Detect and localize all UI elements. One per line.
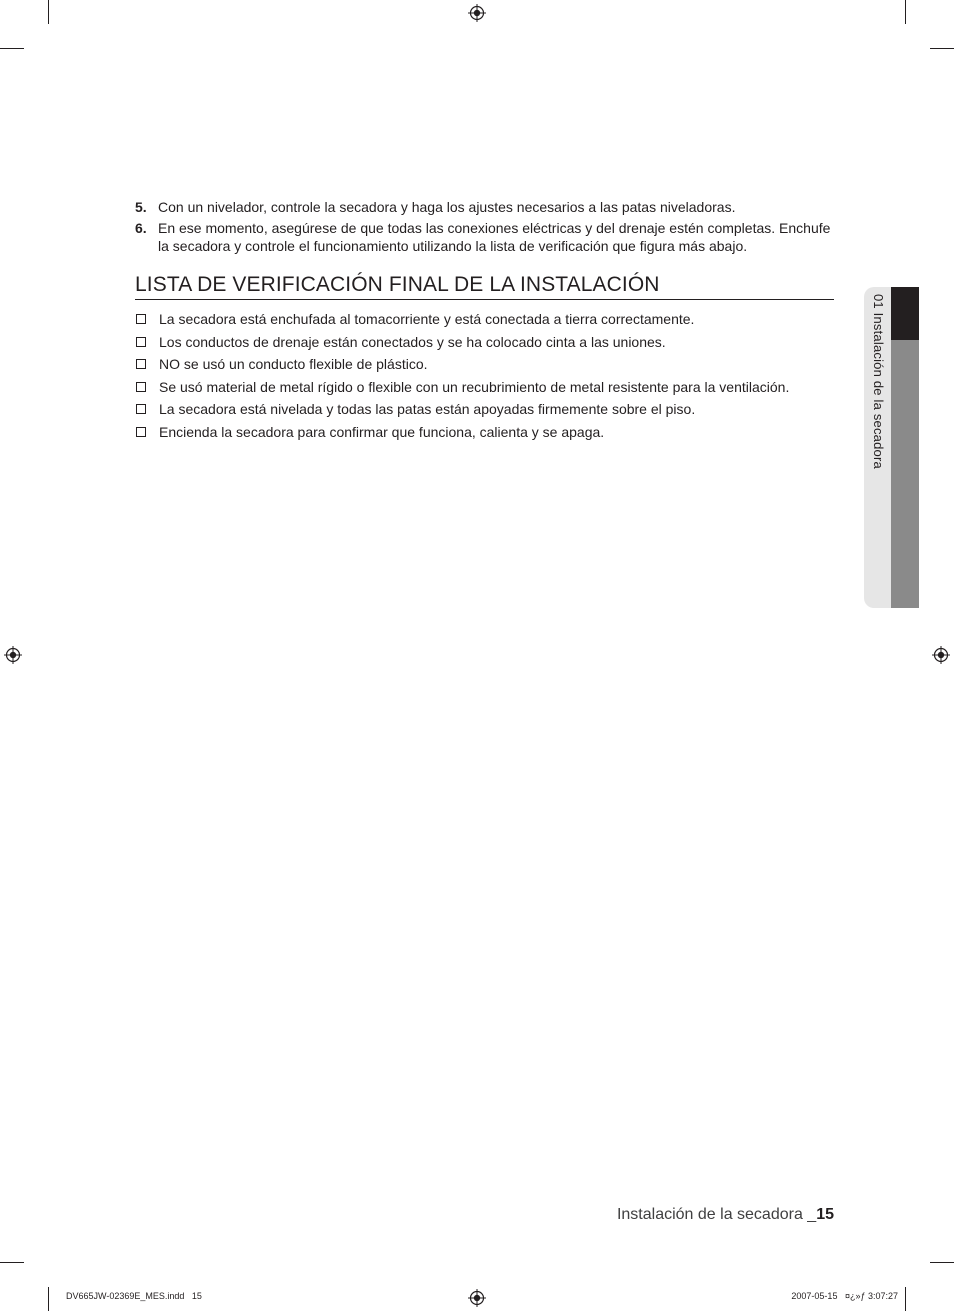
crop-mark <box>905 1287 906 1311</box>
checklist-item-text: Encienda la secadora para confirmar que funciona, calienta y se apaga. <box>159 423 605 440</box>
registration-mark-icon <box>468 1289 486 1307</box>
checklist-item <box>135 400 845 418</box>
step-text: En ese momento, asegúrese de que todas las conexiones eléctricas y del drenaje estén completas. Enchufe la secadora y controle el funcionamiento utilizando la lista de verificación que figura más abajo. <box>158 220 831 254</box>
side-tab-bar <box>891 340 919 608</box>
checkbox-icon <box>136 337 146 347</box>
side-tab-marker <box>891 287 919 340</box>
checkbox-icon <box>136 404 146 414</box>
checkbox-icon <box>136 359 146 369</box>
checkbox-icon <box>136 314 146 324</box>
step-text: Con un nivelador, controle la secadora y haga los ajustes necesarios a las patas niveladoras. <box>158 199 736 215</box>
step-item <box>135 219 835 255</box>
crop-mark <box>930 48 954 49</box>
checklist-item <box>135 423 845 441</box>
step-item <box>135 198 835 216</box>
checkbox-icon <box>136 427 146 437</box>
registration-mark-icon <box>4 646 22 664</box>
final-checklist <box>135 310 845 446</box>
checklist-item-text: La secadora está enchufada al tomacorriente y está conectada a tierra correctamente. <box>159 311 695 327</box>
slug-filename: DV665JW-02369E_MES.indd 15 <box>66 1291 202 1301</box>
checklist-item <box>135 355 845 373</box>
checklist-item-text: Los conductos de drenaje están conectados y se ha colocado cinta a las uniones. <box>159 333 666 350</box>
step-number: 5. <box>135 199 147 215</box>
checklist-item <box>135 310 845 328</box>
crop-mark <box>0 1262 24 1263</box>
checkbox-icon <box>136 382 146 392</box>
crop-mark <box>0 48 24 49</box>
page-number: 15 <box>816 1206 834 1223</box>
crop-mark <box>905 0 906 24</box>
checklist-item <box>135 333 845 351</box>
section-heading: LISTA DE VERIFICACIÓN FINAL DE LA INSTALACIÓN <box>135 272 834 300</box>
page-footer <box>617 1206 834 1224</box>
checklist-item-text: NO se usó un conducto flexible de plástico. <box>159 356 428 373</box>
footer-label: Instalación de la secadora _ <box>616 1206 817 1223</box>
side-tab-label: 01 Instalación de la secadora <box>871 294 886 469</box>
slug-timestamp: 2007-05-15 ¤¿»ƒ 3:07:27 <box>791 1291 898 1301</box>
crop-mark <box>48 0 49 24</box>
numbered-steps <box>135 198 835 258</box>
crop-mark <box>930 1262 954 1263</box>
checklist-item-text: La secadora está nivelada y todas las patas están apoyadas firmemente sobre el piso. <box>159 401 696 418</box>
registration-mark-icon <box>932 646 950 664</box>
registration-mark-icon <box>468 4 486 22</box>
step-number: 6. <box>135 220 147 236</box>
checklist-item <box>135 378 845 396</box>
checklist-item-text: Se usó material de metal rígido o flexible con un recubrimiento de metal resistente para la ventilación. <box>159 378 790 395</box>
crop-mark <box>48 1287 49 1311</box>
